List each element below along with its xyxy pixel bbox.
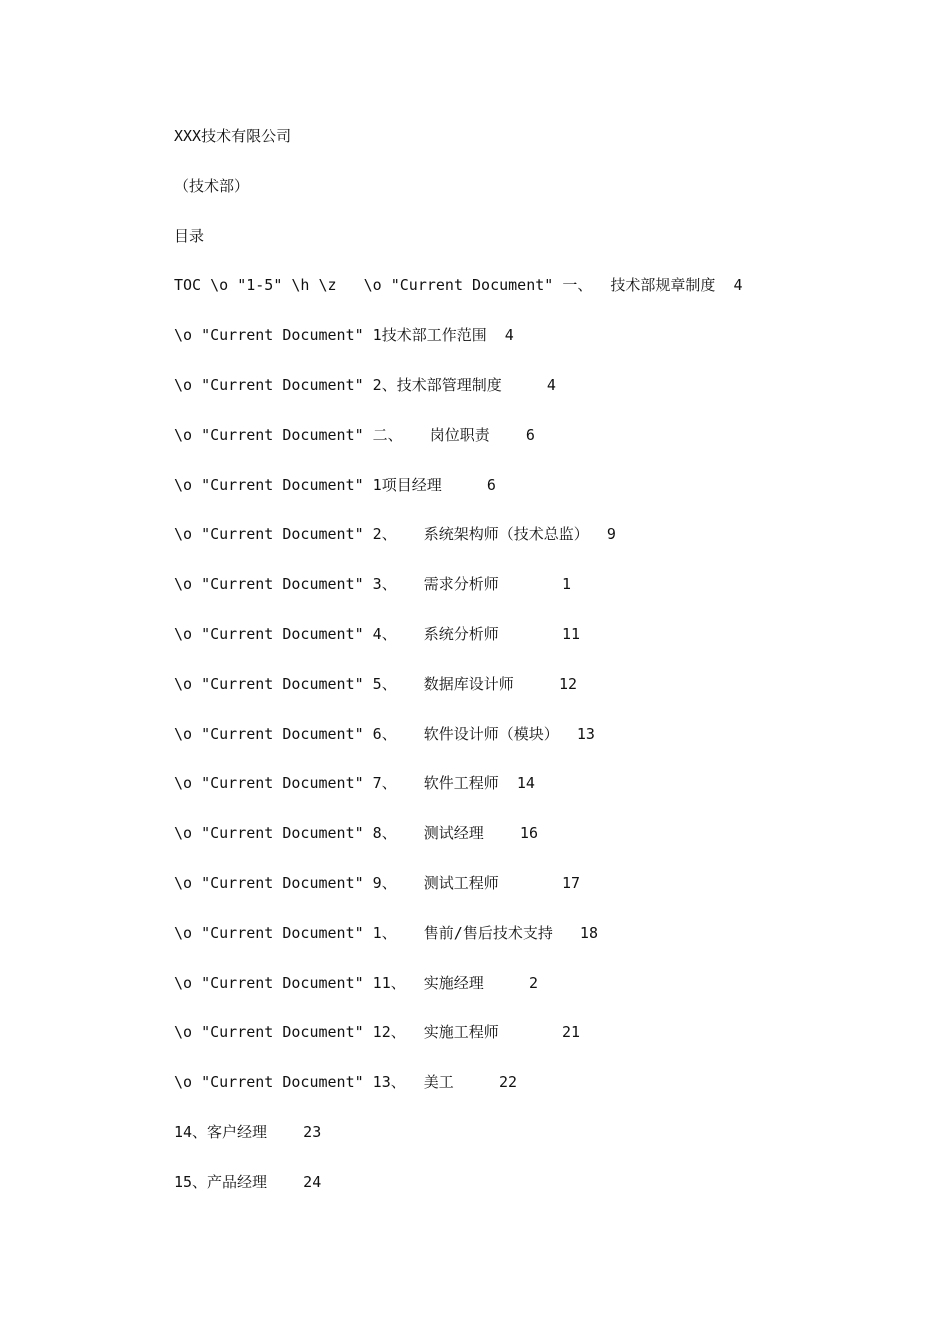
- toc-entry: \o "Current Document" 12、 实施工程师 21: [174, 1023, 581, 1042]
- toc-entry: \o "Current Document" 9、 测试工程师 17: [174, 873, 581, 892]
- toc-entry: \o "Current Document" 3、 需求分析师 1: [174, 575, 572, 594]
- toc-entry: 15、产品经理 24: [174, 1172, 322, 1191]
- toc-entry: \o "Current Document" 7、 软件工程师 14: [174, 774, 535, 793]
- toc-heading: 目录: [174, 226, 205, 245]
- toc-entry: \o "Current Document" 6、 软件设计师（模块） 13: [174, 724, 595, 743]
- toc-entry: \o "Current Document" 13、 美工 22: [174, 1073, 518, 1092]
- toc-entry: \o "Current Document" 1项目经理 6: [174, 475, 496, 494]
- toc-entry: \o "Current Document" 11、 实施经理 2: [174, 973, 538, 992]
- company-name: XXX技术有限公司: [174, 127, 292, 145]
- department-name: （技术部）: [174, 176, 250, 195]
- toc-entry: \o "Current Document" 2、技术部管理制度 4: [174, 375, 556, 394]
- toc-entry: \o "Current Document" 5、 数据库设计师 12: [174, 674, 578, 693]
- toc-entry: \o "Current Document" 4、 系统分析师 11: [174, 624, 581, 643]
- toc-entry: \o "Current Document" 二、 岗位职责 6: [174, 425, 535, 444]
- toc-entry: \o "Current Document" 8、 测试经理 16: [174, 824, 538, 843]
- toc-entry: \o "Current Document" 1技术部工作范围 4: [174, 326, 514, 345]
- toc-entry: TOC \o "1-5" \h \z \o "Current Document" 一、 技术部规章制度 4: [174, 276, 743, 295]
- toc-entry: \o "Current Document" 2、 系统架构师（技术总监） 9: [174, 525, 616, 544]
- toc-entry: \o "Current Document" 1、 售前/售后技术支持 18: [174, 923, 598, 942]
- toc-entry: 14、客户经理 23: [174, 1122, 322, 1141]
- document-body: [174, 124, 874, 1220]
